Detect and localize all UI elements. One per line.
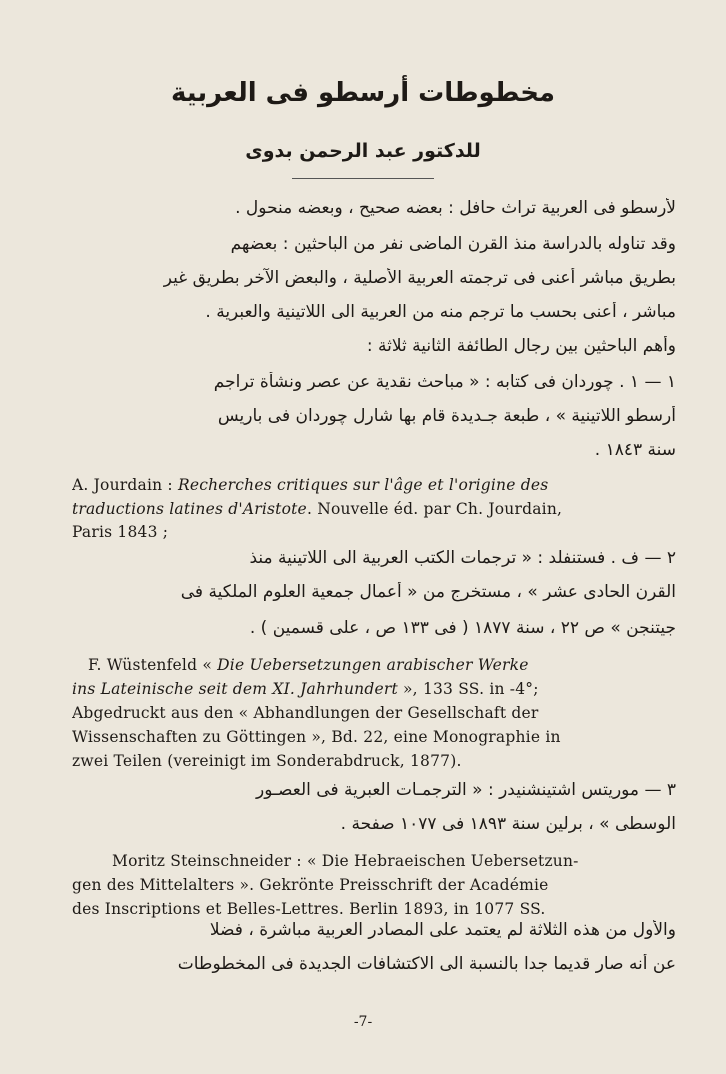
page-number: -7-: [353, 1014, 373, 1030]
item2-en-pages: », 133 SS. in -4°;: [397, 680, 539, 698]
intro-line-2: وقد تناوله بالدراسة منذ القرن الماضى نفر من الباحثين : بعضهم: [230, 234, 676, 254]
item2-en-line-2: [72, 680, 680, 698]
intro-line-4: مباشر ، أعنى بحسب ما ترجم منه من العربية الى اللاتينية والعبرية .: [205, 302, 676, 322]
item1-ar-line-3: سنة ١٨٤٣ .: [594, 440, 676, 460]
item2-ar-line-1: ٢ — ف . فستنفلد : « ترجمات الكتب العربية الى اللاتينية منذ: [249, 548, 676, 568]
item2-en-line-3: Abgedruckt aus den « Abhandlungen der Gesellschaft der: [72, 704, 539, 722]
item1-en-title-cont: traductions latines d'Aristote: [72, 500, 307, 518]
item2-en-line-1: [88, 656, 680, 674]
item2-ar-line-3: جيتنجن » ص ٢٢ ، سنة ١٨٧٧ ( فى ١٣٣ ص ، على قسمين ) .: [249, 618, 676, 638]
item2-en-author: F. Wüstenfeld «: [88, 656, 218, 674]
intro-line-1: لأرسطو فى العربية تراث حافل : بعضه صحيح ، وبعضه منحول .: [235, 198, 676, 218]
item1-ar-line-2: أرسطو اللاتينية » ، طبعة جـديدة قام بها شارل چوردان فى باريس: [217, 406, 676, 426]
item1-en-title: Recherches critiques sur l'âge et l'origine des: [177, 476, 549, 494]
closing-line-2: عن أنه صار قديما جدا بالنسبة الى الاكتشافات الجديدة فى المخطوطات: [177, 954, 676, 974]
item1-en-edition: . Nouvelle éd. par Ch. Jourdain,: [306, 500, 563, 518]
item3-en-line-1: Moritz Steinschneider : « Die Hebraeischen Uebersetzun-: [112, 852, 579, 870]
item2-en-title: Die Uebersetzungen arabischer Werke: [217, 656, 529, 674]
item1-en-line-3: Paris 1843 ;: [72, 523, 169, 541]
item2-en-line-5: zwei Teilen (vereinigt im Sonderabdruck, 1877).: [72, 752, 462, 770]
item3-en-line-3: des Inscriptions et Belles-Lettres. Berlin 1893, in 1077 SS.: [72, 900, 546, 918]
closing-line-1: والأول من هذه الثلاثة لم يعتمد على المصادر العربية مباشرة ، فضلا: [209, 920, 676, 940]
intro-line-5: وأهم الباحثين بين رجال الطائفة الثانية ثلاثة :: [366, 336, 676, 356]
item1-en-author: A. Jourdain :: [72, 476, 178, 494]
item1-en-line-2: [72, 500, 680, 518]
item1-en-line-1: [72, 476, 680, 494]
item2-en-title-cont: ins Lateinische seit dem XI. Jahrhundert: [72, 680, 398, 698]
item3-ar-line-1: ٣ — موريتس اشتينشنيدر : « الترجمـات العبرية فى العصـور: [256, 780, 676, 800]
item2-ar-line-2: القرن الحادى عشر » ، مستخرج من « أعمال جمعية العلوم الملكية فى: [180, 582, 676, 602]
item3-ar-line-2: الوسطى » ، برلين سنة ١٨٩٣ فى ١٠٧٧ صفحة .: [340, 814, 676, 834]
author-line: للدكتور عبد الرحمن بدوى: [245, 140, 481, 162]
item2-en-line-4: Wissenschaften zu Göttingen », Bd. 22, eine Monographie in: [72, 728, 561, 746]
intro-line-3: بطريق مباشر أعنى فى ترجمته العربية الأصلية ، والبعض الآخر بطريق غير: [163, 268, 676, 288]
item3-en-line-2: gen des Mittelalters ». Gekrönte Preisschrift der Académie: [72, 876, 549, 894]
page-title: مخطوطات أرسطو فى العربية: [170, 78, 556, 108]
title-divider: [292, 178, 434, 179]
item1-ar-line-1: ١ — ١ . چوردان فى كتابه : « مباحث نقدية عن عصر ونشأة تراجم: [213, 372, 676, 392]
